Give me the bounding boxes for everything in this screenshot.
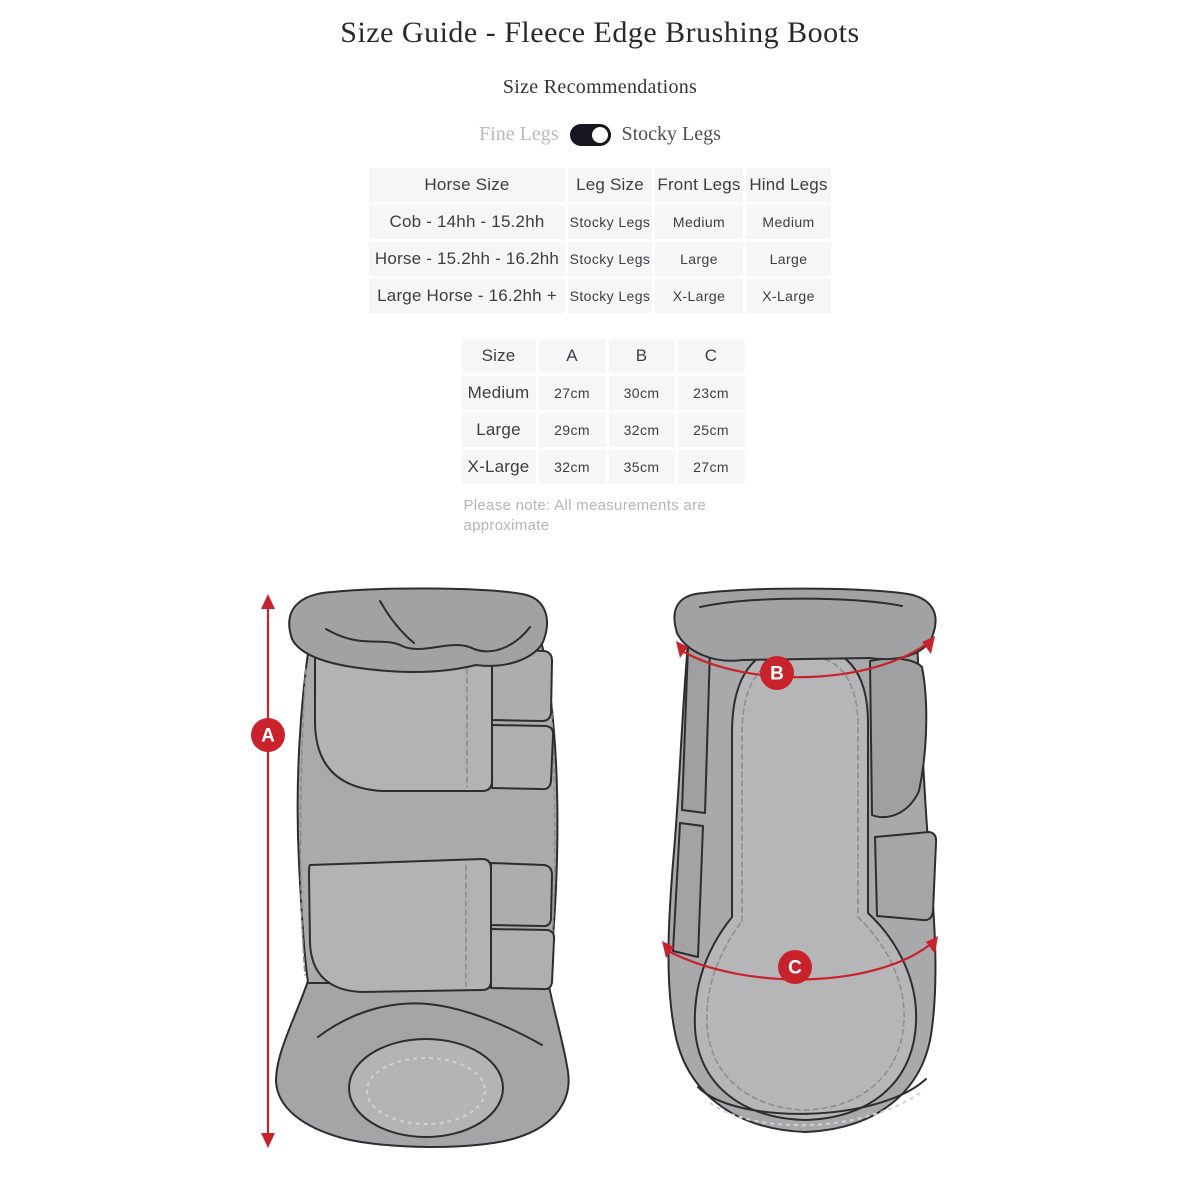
table-cell: Large [462, 413, 536, 447]
table-cell: Medium [655, 205, 743, 239]
leg-type-toggle-row [0, 123, 1200, 146]
table-cell: X-Large [462, 450, 536, 484]
column-header-hind-legs: Hind Legs [746, 168, 831, 202]
fine-legs-option[interactable]: Fine Legs [479, 123, 559, 145]
measurement-note: Please note: All measurements are approximate [463, 497, 707, 534]
arrow-up-icon [261, 594, 275, 609]
table-cell: X-Large [655, 279, 743, 313]
boot-measurement-diagram [230, 585, 970, 1165]
measure-b-label: B [770, 663, 784, 685]
table-cell: 29cm [539, 413, 606, 447]
table-cell: 27cm [678, 450, 745, 484]
table-cell: 30cm [609, 376, 675, 410]
column-header-horse-size: Horse Size [369, 168, 565, 202]
column-header-b: B [609, 339, 675, 373]
measurement-table [462, 339, 745, 484]
boot-front-illustration [276, 588, 569, 1147]
table-cell: 32cm [609, 413, 675, 447]
table-cell: Stocky Legs [568, 279, 652, 313]
column-header-leg-size: Leg Size [568, 168, 652, 202]
arrow-down-icon [261, 1133, 275, 1148]
table-cell: Stocky Legs [568, 205, 652, 239]
table-cell: 25cm [678, 413, 745, 447]
table-cell: X-Large [746, 279, 831, 313]
stocky-legs-option[interactable]: Stocky Legs [621, 123, 721, 145]
column-header-a: A [539, 339, 606, 373]
table-cell: 35cm [609, 450, 675, 484]
horse-size-table [369, 168, 831, 313]
table-cell: 23cm [678, 376, 745, 410]
column-header-front-legs: Front Legs [655, 168, 743, 202]
measure-c-label: C [788, 957, 802, 979]
table-cell: Horse - 15.2hh - 16.2hh [369, 242, 565, 276]
table-cell: Large [655, 242, 743, 276]
table-cell: Medium [462, 376, 536, 410]
table-cell: 32cm [539, 450, 606, 484]
boot-side-illustration [668, 589, 936, 1132]
leg-type-toggle[interactable] [570, 124, 611, 146]
table-cell: 27cm [539, 376, 606, 410]
table-cell: Medium [746, 205, 831, 239]
measure-a-label: A [261, 725, 275, 747]
table-cell: Large [746, 242, 831, 276]
column-header-c: C [678, 339, 745, 373]
measurement-section [462, 339, 745, 535]
page-subtitle: Size Recommendations [502, 76, 698, 98]
table-cell: Cob - 14hh - 15.2hh [369, 205, 565, 239]
column-header-size: Size [462, 339, 536, 373]
toggle-knob-icon [590, 125, 610, 145]
table-cell: Stocky Legs [568, 242, 652, 276]
page-title: Size Guide - Fleece Edge Brushing Boots [340, 16, 860, 49]
table-cell: Large Horse - 16.2hh + [369, 279, 565, 313]
